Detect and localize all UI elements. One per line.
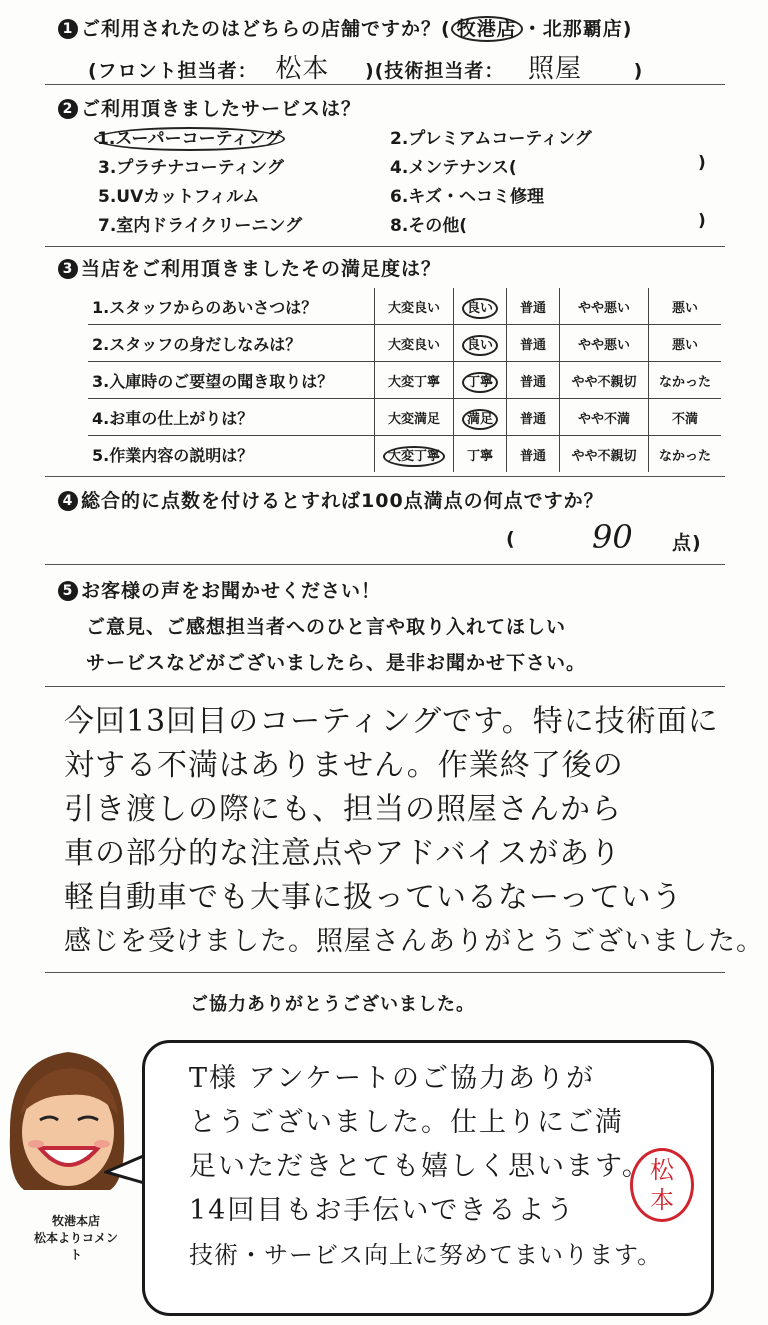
option-cell: 大変満足	[375, 399, 454, 436]
option-cell-selected	[454, 399, 507, 436]
thanks-text: ご協力ありがとうございました。	[190, 994, 475, 1015]
option-cell: 普通	[507, 399, 560, 436]
q4-question: 総合的に点数を付けるとすれば100点満点の何点ですか？	[81, 490, 604, 512]
q1-close: )	[622, 18, 633, 40]
q4-number: 4	[58, 491, 78, 511]
option-cell: なかった	[658, 448, 711, 464]
divider	[45, 476, 725, 477]
option-label: 大変丁寧	[383, 446, 445, 467]
option-label: 満足	[462, 409, 498, 430]
score-value: 90	[592, 518, 633, 556]
option-cell: やや不満	[560, 399, 649, 436]
divider	[45, 564, 725, 565]
table-row	[88, 362, 721, 399]
row-question: 3.入庫時のご要望の聞き取りは？	[88, 362, 375, 399]
q4-question-line	[58, 486, 604, 513]
service-8: 8.その他(	[390, 216, 468, 236]
divider	[45, 246, 725, 247]
avatar-caption	[30, 1212, 122, 1263]
name-stamp: 松 本	[630, 1148, 694, 1222]
store-selected: 牧港店	[451, 16, 523, 42]
option-cell: 悪い	[649, 325, 722, 362]
q1-question: ご利用されたのはどちらの店舗ですか？(	[81, 18, 451, 40]
option-cell: 普通	[507, 436, 560, 473]
store-separator: ・	[522, 18, 543, 40]
option-cell: やや不親切	[560, 362, 649, 399]
q2-question-line	[58, 94, 361, 121]
option-label: 丁寧	[462, 372, 498, 393]
option-cell: 大変良い	[375, 288, 454, 325]
q3-question-line	[58, 254, 441, 281]
reply-line: 技術・サービス向上に努めてまいります。	[189, 1241, 663, 1269]
row-question: 2.スタッフの身だしなみは？	[88, 325, 375, 362]
front-staff-value: 松本	[275, 54, 330, 84]
option-cell: 大変丁寧	[375, 362, 454, 399]
comment-line: 対する不満はありません。作業終了後の	[64, 748, 624, 783]
comment-line: 車の部分的な注意点やアドバイスがあり	[64, 836, 622, 871]
table-row	[88, 436, 721, 473]
option-cell: なかった	[649, 362, 722, 399]
service-1	[98, 124, 285, 149]
reply-line: T様 アンケートのご協力ありが	[189, 1063, 595, 1094]
option-label: 良い	[462, 335, 498, 356]
tech-close: )	[633, 60, 644, 82]
service-1-label: 1.スーパーコーティング	[94, 127, 285, 151]
row-question: 4.お車の仕上がりは？	[88, 399, 375, 436]
row-question: 1.スタッフからのあいさつは？	[88, 288, 375, 325]
reply-line: 足いただきとても嬉しく思います。	[189, 1151, 651, 1182]
q2-number: 2	[58, 99, 78, 119]
service-5: 5.UVカットフィルム	[98, 187, 260, 207]
reply-line: 14回目もお手伝いできるよう	[189, 1195, 576, 1226]
q5-instruction-line: サービスなどがございましたら、是非お聞かせ下さい。	[86, 652, 587, 674]
q5-instruction-line: ご意見、ご感想担当者へのひと言や取り入れてほしい	[86, 616, 567, 638]
reply-line: とうございました。仕上りにご満	[189, 1107, 624, 1138]
reply-text	[189, 1057, 662, 1277]
option-label: 良い	[462, 298, 498, 319]
q2-question: ご利用頂きましたサービスは？	[81, 98, 362, 120]
service-2: 2.プレミアムコーティング	[390, 129, 592, 149]
satisfaction-table	[88, 288, 721, 472]
service-8-close: )	[698, 211, 706, 231]
tech-staff-value: 照屋	[527, 54, 582, 84]
table-row	[88, 399, 721, 436]
caption-store: 牧港本店	[51, 1214, 100, 1228]
option-cell: やや悪い	[560, 288, 649, 325]
option-cell: 普通	[507, 325, 560, 362]
staff-reply-bubble	[142, 1040, 714, 1316]
q3-question: 当店をご利用頂きましたその満足度は？	[81, 258, 442, 280]
option-cell: 普通	[507, 362, 560, 399]
q1-number: 1	[58, 19, 78, 39]
comment-line: 感じを受けました。照屋さんありがとうございました。	[64, 926, 764, 957]
q1-question-line	[58, 14, 632, 41]
option-cell-selected	[454, 288, 507, 325]
option-cell-selected	[375, 436, 454, 473]
comment-line: 引き渡しの際にも、担当の照屋さんから	[64, 792, 622, 827]
service-3: 3.プラチナコーティング	[98, 158, 284, 178]
comment-line: 軽自動車でも大事に扱っているなーっていう	[64, 880, 683, 915]
caption-comment: 松本よりコメント	[33, 1231, 118, 1262]
divider	[45, 84, 725, 85]
option-cell: やや悪い	[560, 325, 649, 362]
option-cell: 丁寧	[454, 436, 507, 473]
store-other: 北那覇店	[542, 18, 623, 40]
row-question: 5.作業内容の説明は？	[88, 436, 375, 473]
q5-question-line	[58, 576, 381, 603]
q5-number: 5	[58, 581, 78, 601]
service-4-close: )	[698, 153, 706, 173]
comment-line: 今回13回目のコーティングです。特に技術面に	[64, 704, 719, 739]
option-cell: 普通	[507, 288, 560, 325]
q3-number: 3	[58, 259, 78, 279]
table-row	[88, 325, 721, 362]
option-cell-selected	[454, 362, 507, 399]
customer-comment	[64, 700, 764, 964]
front-label: (フロント担当者：	[88, 60, 258, 82]
option-cell: 悪い	[649, 288, 722, 325]
service-4: 4.メンテナンス(	[390, 158, 517, 178]
tech-label: )(技術担当者：	[364, 60, 505, 82]
score-unit: 点)	[672, 532, 702, 554]
q1-staff-line	[88, 48, 643, 85]
option-cell: 不満	[649, 399, 722, 436]
option-cell-selected	[454, 325, 507, 362]
option-cell: やや不親切	[560, 436, 649, 473]
table-row	[88, 288, 721, 325]
option-cell: 大変良い	[375, 325, 454, 362]
service-6: 6.キズ・ヘコミ修理	[390, 187, 544, 207]
divider	[45, 686, 725, 687]
score-open: (	[506, 528, 516, 550]
q5-question: お客様の声をお聞かせください！	[81, 580, 382, 602]
divider	[45, 972, 725, 973]
service-7: 7.室内ドライクリーニング	[98, 216, 303, 236]
